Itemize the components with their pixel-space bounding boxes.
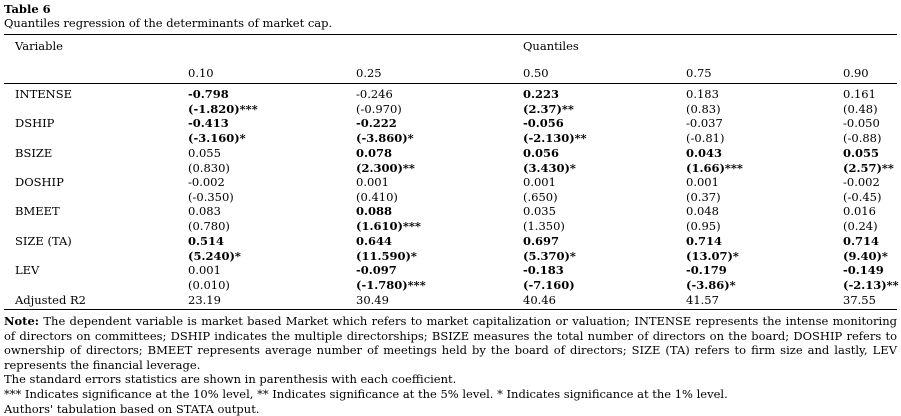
note-text: The dependent variable is market based Market which refers to market capitalization or valuation; INTENSE represents the intense monitoring of directors on committees; DSHIP indicates the multiple directorships; BSIZE measures the total number of directors on the board; DOSHIP refers to ownership of directors; BMEET represents average number of meetings held by the board of directors; SIZE (TA) refers to firm size and lastly, LEV represents the financial leverage. <box>4 314 897 372</box>
statistic-cell: (0.95) <box>686 219 721 233</box>
statistic-cell: (-0.45) <box>843 190 882 204</box>
coefficient-cell: 0.055 <box>843 146 880 160</box>
statistic-cell: (0.410) <box>356 190 398 204</box>
statistic-cell: (-0.350) <box>188 190 234 204</box>
statistic-cell: (2.37)** <box>523 102 574 116</box>
variable-name: LEV <box>15 263 40 277</box>
statistic-cell: (1.350) <box>523 219 565 233</box>
adjusted-r2-value: 30.49 <box>356 293 389 307</box>
statistic-cell: (5.370)* <box>523 249 576 263</box>
coefficient-cell: -0.002 <box>188 175 225 189</box>
quantiles-header: Quantiles <box>523 39 579 53</box>
statistic-cell: (-0.970) <box>356 102 402 116</box>
statistic-cell: (-0.88) <box>843 131 882 145</box>
statistic-cell: (-1.780)*** <box>356 278 426 292</box>
coefficient-cell: -0.050 <box>843 116 880 130</box>
variable-name: DSHIP <box>15 116 55 130</box>
coefficient-cell: -0.056 <box>523 116 564 130</box>
statistic-cell: (13.07)* <box>686 249 739 263</box>
adjusted-r2-label: Adjusted R2 <box>15 293 86 307</box>
note-paragraph <box>4 314 897 372</box>
quantile-header: 0.10 <box>188 66 214 80</box>
statistic-cell: (0.010) <box>188 278 230 292</box>
statistic-cell: (0.830) <box>188 161 230 175</box>
coefficient-cell: 0.714 <box>686 234 723 248</box>
top-rule <box>4 34 897 35</box>
statistic-cell: (0.48) <box>843 102 878 116</box>
statistic-cell: (1.66)*** <box>686 161 743 175</box>
coefficient-cell: -0.183 <box>523 263 564 277</box>
variable-name: DOSHIP <box>15 175 64 189</box>
coefficient-cell: 0.088 <box>356 204 393 218</box>
statistic-cell: (1.610)*** <box>356 219 421 233</box>
coefficient-cell: 0.035 <box>523 204 556 218</box>
coefficient-cell: 0.644 <box>356 234 393 248</box>
coefficient-cell: -0.179 <box>686 263 727 277</box>
table-notes <box>4 314 897 416</box>
adjusted-r2-value: 23.19 <box>188 293 221 307</box>
statistic-cell: (0.83) <box>686 102 721 116</box>
quantile-header: 0.25 <box>356 66 382 80</box>
note-label: Note: <box>4 314 40 328</box>
statistic-cell: (.650) <box>523 190 558 204</box>
header-rule <box>4 83 897 84</box>
coefficient-cell: 0.078 <box>356 146 393 160</box>
coefficient-cell: -0.002 <box>843 175 880 189</box>
coefficient-cell: 0.001 <box>523 175 556 189</box>
note-source: Authors' tabulation based on STATA output. <box>4 401 260 416</box>
coefficient-cell: 0.001 <box>188 263 221 277</box>
variable-name: INTENSE <box>15 87 73 101</box>
coefficient-cell: 0.055 <box>188 146 221 160</box>
coefficient-cell: -0.149 <box>843 263 884 277</box>
coefficient-cell: 0.223 <box>523 87 560 101</box>
coefficient-cell: -0.222 <box>356 116 397 130</box>
coefficient-cell: 0.001 <box>686 175 719 189</box>
statistic-cell: (-1.820)*** <box>188 102 258 116</box>
note-standard-errors: The standard errors statistics are shown in parenthesis with each coefficient. <box>4 372 457 387</box>
statistic-cell: (-2.13)** <box>843 278 899 292</box>
statistic-cell: (-0.81) <box>686 131 725 145</box>
statistic-cell: (0.24) <box>843 219 878 233</box>
quantile-header: 0.75 <box>686 66 712 80</box>
coefficient-cell: 0.083 <box>188 204 221 218</box>
adjusted-r2-value: 40.46 <box>523 293 556 307</box>
statistic-cell: (5.240)* <box>188 249 241 263</box>
statistic-cell: (-3.86)* <box>686 278 736 292</box>
coefficient-cell: 0.016 <box>843 204 876 218</box>
coefficient-cell: 0.183 <box>686 87 719 101</box>
statistic-cell: (0.37) <box>686 190 721 204</box>
bottom-rule <box>4 309 897 310</box>
coefficient-cell: 0.043 <box>686 146 723 160</box>
statistic-cell: (-3.160)* <box>188 131 246 145</box>
quantile-header: 0.90 <box>843 66 869 80</box>
table-title: Quantiles regression of the determinants of market cap. <box>4 16 333 30</box>
statistic-cell: (11.590)* <box>356 249 417 263</box>
adjusted-r2-value: 37.55 <box>843 293 876 307</box>
statistic-cell: (9.40)* <box>843 249 888 263</box>
coefficient-cell: -0.037 <box>686 116 723 130</box>
statistic-cell: (-3.860)* <box>356 131 414 145</box>
coefficient-cell: -0.798 <box>188 87 229 101</box>
variable-name: BMEET <box>15 204 60 218</box>
note-significance: *** Indicates significance at the 10% level, ** Indicates significance at the 5% level. * Indicates significance at the 1% level. <box>4 386 728 401</box>
statistic-cell: (-2.130)** <box>523 131 587 145</box>
table-caption <box>4 2 332 30</box>
coefficient-cell: 0.514 <box>188 234 225 248</box>
coefficient-cell: 0.056 <box>523 146 560 160</box>
statistic-cell: (2.57)** <box>843 161 894 175</box>
quantile-header: 0.50 <box>523 66 549 80</box>
table-label: Table 6 <box>4 2 51 16</box>
coefficient-cell: 0.048 <box>686 204 719 218</box>
coefficient-cell: -0.413 <box>188 116 229 130</box>
coefficient-cell: 0.001 <box>356 175 389 189</box>
variable-name: BSIZE <box>15 146 53 160</box>
coefficient-cell: 0.714 <box>843 234 880 248</box>
statistic-cell: (0.780) <box>188 219 230 233</box>
coefficient-cell: 0.161 <box>843 87 876 101</box>
statistic-cell: (2.300)** <box>356 161 415 175</box>
statistic-cell: (-7.160) <box>523 278 575 292</box>
adjusted-r2-value: 41.57 <box>686 293 719 307</box>
variable-name: SIZE (TA) <box>15 234 72 248</box>
statistic-cell: (3.430)* <box>523 161 576 175</box>
coefficient-cell: -0.246 <box>356 87 393 101</box>
coefficient-cell: 0.697 <box>523 234 560 248</box>
variable-header: Variable <box>15 39 63 53</box>
coefficient-cell: -0.097 <box>356 263 397 277</box>
